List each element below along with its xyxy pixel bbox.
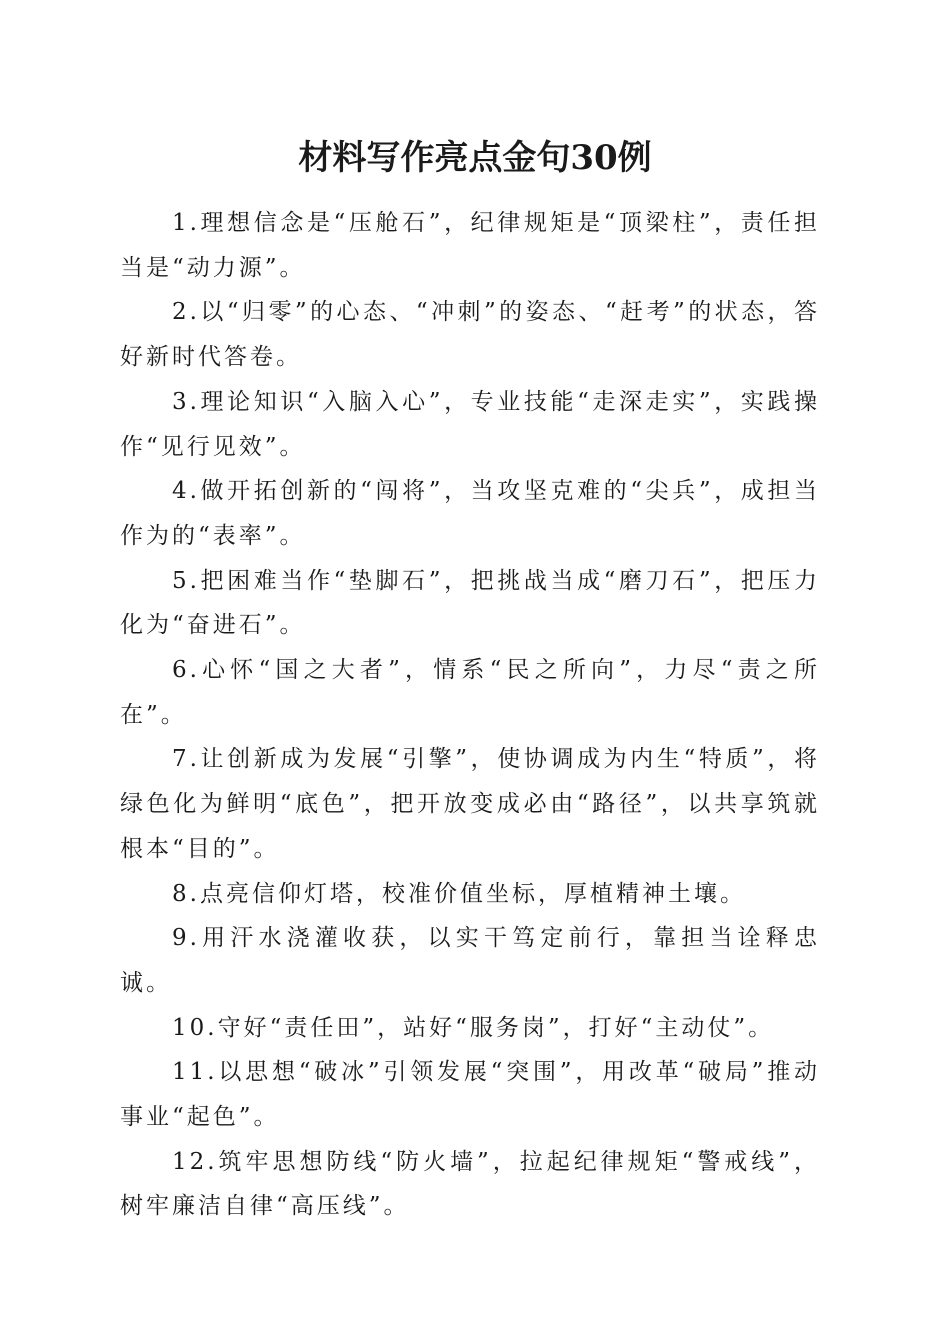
list-item: 2.以“归零”的心态、“冲刺”的姿态、“赶考”的状态，答好新时代答卷。	[120, 299, 820, 371]
list-item: 3.理论知识“入脑入心”，专业技能“走深走实”，实践操作“见行见效”。	[120, 388, 820, 460]
list-item: 7.让创新成为发展“引擎”，使协调成为内生“特质”，将绿色化为鲜明“底色”，把开放变成必由“路径”，以共享筑就根本“目的”。	[120, 746, 820, 862]
list-item: 10.守好“责任田”，站好“服务岗”，打好“主动仗”。	[172, 1014, 775, 1041]
list-item: 5.把困难当作“垫脚石”，把挑战当成“磨刀石”，把压力化为“奋进石”。	[120, 567, 820, 639]
list-item: 9.用汗水浇灌收获，以实干笃定前行，靠担当诠释忠诚。	[120, 925, 820, 996]
list-item: 11.以思想“破冰”引领发展“突围”，用改革“破局”推动事业“起色”。	[120, 1059, 820, 1131]
document-body	[120, 201, 820, 1229]
list-item: 8.点亮信仰灯塔，校准价值坐标，厚植精神土壤。	[172, 880, 746, 907]
list-item: 4.做开拓创新的“闯将”，当攻坚克难的“尖兵”，成担当作为的“表率”。	[120, 478, 820, 549]
list-item: 12.筑牢思想防线“防火墙”，拉起纪律规矩“警戒线”，树牢廉洁自律“高压线”。	[120, 1148, 820, 1220]
list-item: 6.心怀“国之大者”，情系“民之所向”，力尽“责之所在”。	[120, 657, 820, 728]
document-title: 材料写作亮点金句30例	[298, 138, 652, 178]
list-item: 1.理想信念是“压舱石”，纪律规矩是“顶梁柱”，责任担当是“动力源”。	[120, 210, 820, 281]
